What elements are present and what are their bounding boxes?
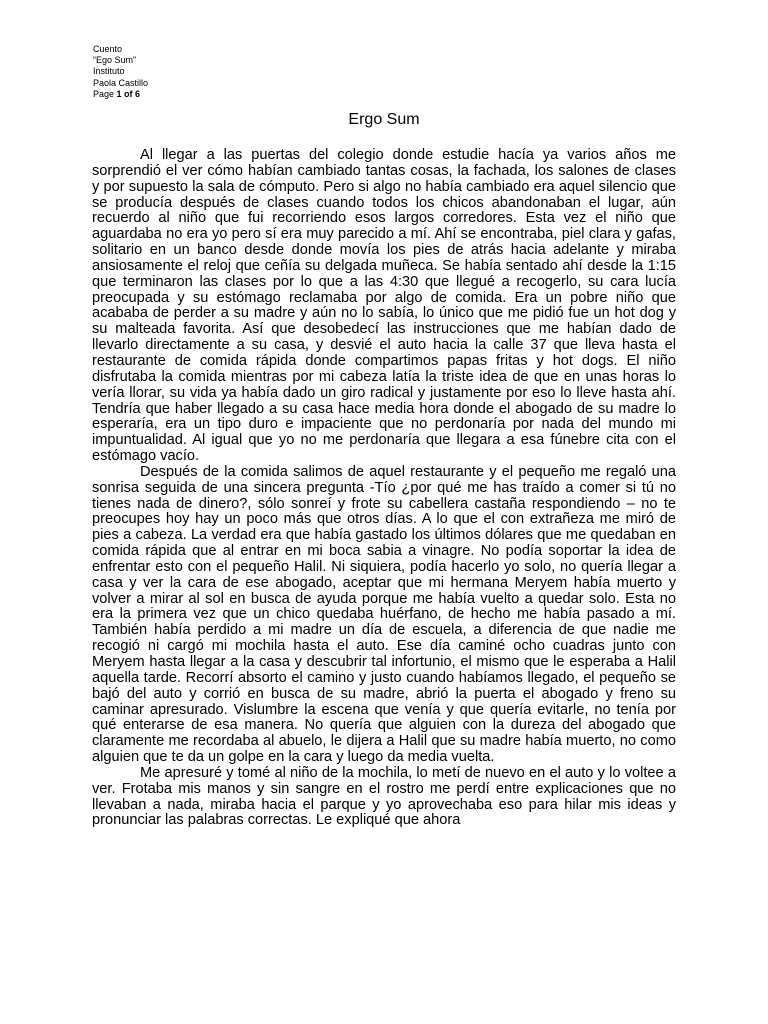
page-prefix: Page	[93, 88, 117, 99]
document-header	[93, 44, 148, 100]
page-of: of	[121, 88, 136, 99]
paragraph: Al llegar a las puertas del colegio donde estudie hacía ya varios años me sorprendió el ver cómo habían cambiado tantas cosas, la fachada, los salones de clases y por supuesto la sala de cómputo. Pero si algo no había cambiado era aquel silencio que se producía después de clases cuando todos los chicos abandonaban el lugar, aún recuerdo al niño que fui recorriendo esos largos corredores. Esta vez el niño que aguardaba no era yo pero sí era muy parecido a mí. Ahí se encontraba, piel clara y gafas, solitario en un banco desde donde movía los pies de atrás hacia adelante y miraba ansiosamente el reloj que ceñía su delgada muñeca. Se había sentado ahí desde la 1:15 que terminaron las clases por lo que a las 4:30 que llegué a recogerlo, su cara lucía preocupada y su estómago reclamaba por algo de comida. Era un pobre niño que acababa de perder a su madre y aún no lo sabía, lo único que me pidió fue un hot dog y su malteada favorita. Así que desobedecí las instrucciones que me habían dado de llevarlo directamente a su casa, y desvié el auto hacia la calle 37 que lleva hasta el restaurante de comida rápida donde compartimos papas fritas y hot dogs. El niño disfrutaba la comida mientras por mi cabeza latía la triste idea de que en unas horas lo vería llorar, su vida ya había dado un giro radical y justamente por eso lo lleve hasta ahí. Tendría que haber llegado a su casa hace media hora donde el abogado de su madre lo esperaría, era un tipo duro e impaciente que no perdonaría por nada del mundo mi impuntualidad. Al igual que yo no me perdonaría que llegara a esa fúnebre cita con el estómago vacío.	[92, 147, 676, 465]
document-body	[92, 148, 676, 829]
header-genre: Cuento	[93, 44, 123, 54]
paragraph: Después de la comida salimos de aquel restaurante y el pequeño me regaló una sonrisa seguida de una sincera pregunta -Tío ¿por qué me has traído a comer si tú no tienes nada de dinero?, sólo sonreí y frote su cabellera castaña respondiendo – no te preocupes hoy hay un poco más que otros días. A lo que el con extrañeza me miró de pies a cabeza. La verdad era que había gastado los últimos dólares que me quedaban en comida rápida que al entrar en mi boca sabia a vinagre. No podía soportar la idea de enfrentar esto con el pequeño Halil. Ni siquiera, podía hacerlo yo solo, no quería llegar a casa y ver la cara de ese abogado, aceptar que mi hermana Meryem había muerto y volver a mirar al sol en busca de ayuda porque me había vuelto a quedar solo. Esta no era la primera vez que un chico quedaba huérfano, de hecho me había pasado a mí. También había perdido a mi madre un día de escuela, a diferencia de que nadie me recogió ni cargó mi mochila hasta el auto. Ese día caminé ocho cuadras junto con Meryem hasta llegar a la casa y descubrir tal infortunio, el mismo que le esperaba a Halil aquella tarde. Recorrí absorto el camino y justo cuando habíamos llegado, el pequeño se bajó del auto y corrió en busca de su madre, abrió la puerta el abogado y freno su caminar apresurado. Vislumbre la escena que venía y que quería evitarle, no tenía por qué enterarse de esa manera. No quería que alguien con la dureza del abogado que claramente me recordaba al abuelo, le dijera a Halil que su madre había muerto, no como alguien que te da un golpe en la cara y luego da media vuelta.	[92, 463, 676, 766]
document-title: Ergo Sum	[348, 111, 420, 128]
page-total: 6	[135, 88, 141, 99]
header-author: Paola Castillo	[93, 77, 149, 88]
header-page-number	[93, 89, 148, 100]
header-story-title: “Ego Sum”	[93, 55, 137, 66]
paragraph: Me apresuré y tomé al niño de la mochila, lo metí de nuevo en el auto y lo voltee a ver. Frotaba mis manos y sin sangre en el rostro me perdí entre explicaciones que no llevaban a nada, miraba hacia el parque y yo aprovechaba eso para hilar mis ideas y pronunciar las palabras correctas. Le expliqué que ahora	[92, 764, 676, 829]
header-institution: Instituto	[93, 66, 125, 77]
page-current: 1	[116, 88, 122, 99]
